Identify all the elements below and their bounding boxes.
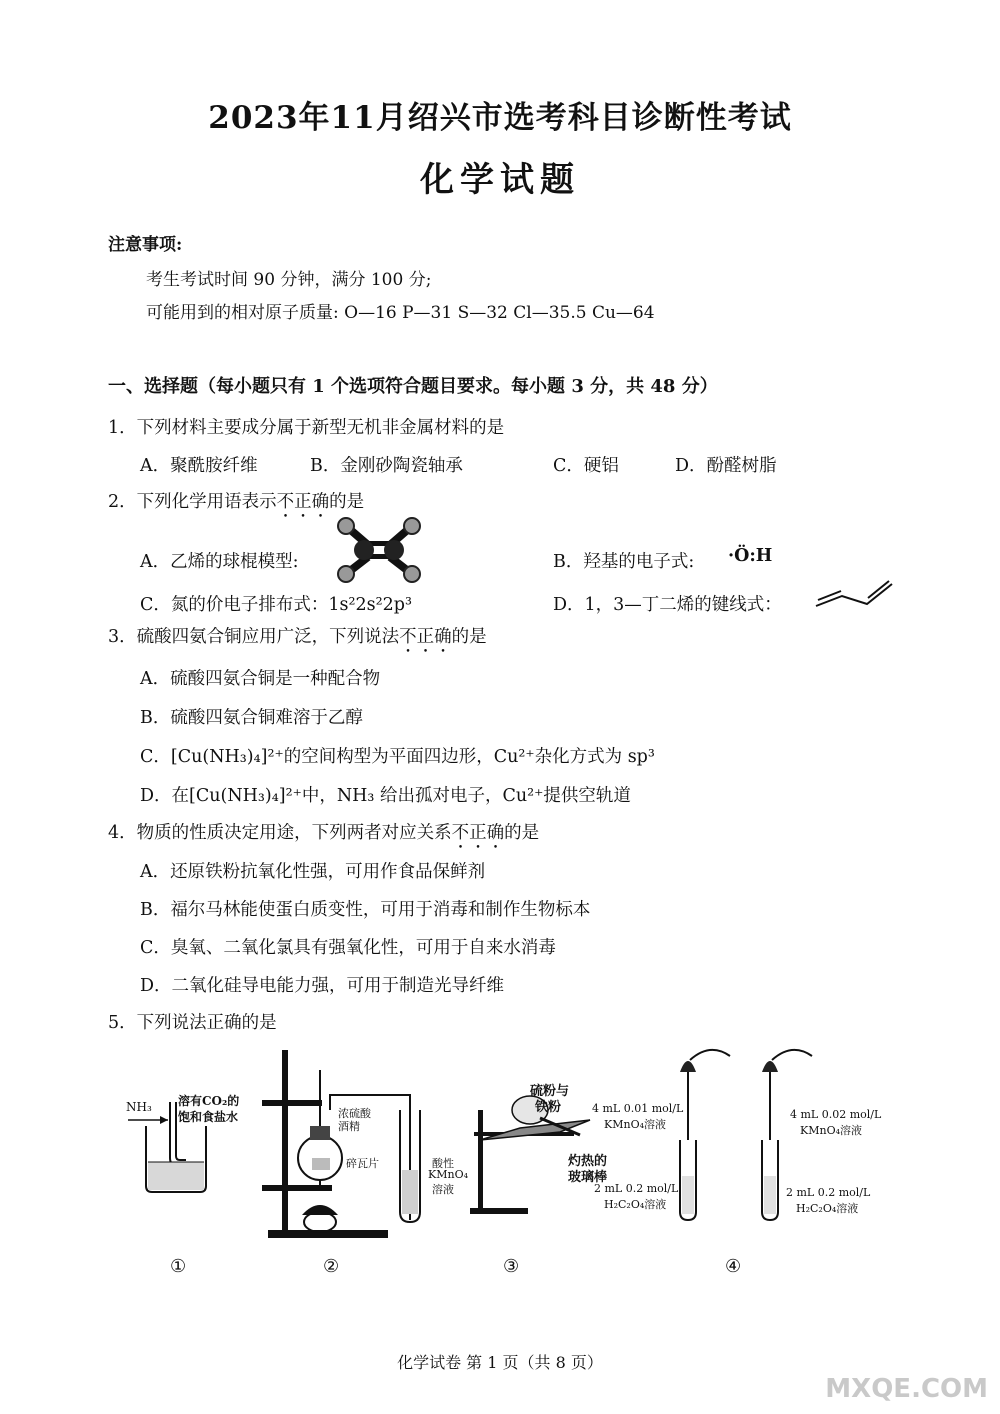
ethylene-ball-stick-model	[324, 515, 434, 585]
q4-option-b: B．福尔马林能使蛋白质变性，可用于消毒和制作生物标本	[140, 900, 591, 920]
question-4-stem: 4．物质的性质决定用途，下列两者对应关系不正确的是	[108, 823, 540, 843]
watermark-text: MXQE.COM	[825, 1374, 988, 1404]
question-3-stem: 3．硫酸四氨合铜应用广泛，下列说法不正确的是	[108, 627, 487, 647]
notice-heading: 注意事项:	[108, 235, 183, 255]
question-1-stem: 1．下列材料主要成分属于新型无机非金属材料的是	[108, 418, 505, 438]
section-heading-choice: 一、选择题（每小题只有 1 个选项符合题目要求。每小题 3 分，共 48 分）	[108, 376, 718, 397]
f3-label-iron: 铁粉	[535, 1100, 562, 1115]
f2-label-alcohol: 酒精	[338, 1120, 360, 1133]
q1-option-b: B．金刚砂陶瓷轴承	[310, 456, 463, 476]
apparatus-figure	[0, 1040, 1000, 1290]
f2-label-acidic: 酸性	[432, 1157, 454, 1170]
q3-option-a: A．硫酸四氨合铜是一种配合物	[140, 669, 381, 689]
page-footer: 化学试卷 第 1 页（共 8 页）	[397, 1353, 603, 1372]
figure-number-3: ③	[503, 1256, 520, 1277]
q3-option-b: B．硫酸四氨合铜难溶于乙醇	[140, 708, 363, 728]
q4-option-d: D．二氧化硅导电能力强，可用于制造光导纤维	[140, 976, 505, 996]
apparatus-4a-tube	[680, 1050, 730, 1220]
f4a-bottom-line2: H₂C₂O₄溶液	[604, 1198, 667, 1211]
q1-option-a: A．聚酰胺纤维	[140, 456, 258, 476]
nitrogen-config: 1s²2s²2p³	[328, 595, 413, 615]
question-5-stem: 5．下列说法正确的是	[108, 1013, 277, 1033]
f3-label-sulfur: 硫粉与	[530, 1084, 570, 1099]
f3-label-rod: 玻璃棒	[568, 1170, 608, 1185]
q4-option-c: C．臭氧、二氧化氯具有强氧化性，可用于自来水消毒	[140, 938, 556, 958]
figure-number-2: ②	[323, 1256, 340, 1277]
q1-option-d: D．酚醛树脂	[675, 456, 777, 476]
hydroxyl-electron-formula: ·Ö:H	[728, 546, 773, 566]
q2-option-d: D．1，3—丁二烯的键线式：	[553, 595, 782, 615]
f2-label-acid: 浓硫酸	[338, 1107, 371, 1120]
notice-line-time: 考生考试时间 90 分钟，满分 100 分;	[146, 270, 432, 290]
f3-label-hot: 灼热的	[568, 1154, 608, 1169]
emphasis-text: 不正确	[276, 492, 330, 512]
f4b-bottom-line2: H₂C₂O₄溶液	[796, 1202, 859, 1215]
f4a-top-line1: 4 mL 0.01 mol/L	[592, 1102, 684, 1115]
f1-gas-label: NH₃	[126, 1100, 152, 1114]
butadiene-skeletal-formula	[812, 578, 897, 610]
q2-option-c: C．氮的价电子排布式：1s²2s²2p³	[140, 595, 413, 615]
q2-option-b: B．羟基的电子式:	[553, 552, 695, 572]
f2-label-solution: 溶液	[432, 1183, 454, 1196]
f2-label-kmno4: KMnO₄	[428, 1168, 468, 1181]
question-2-stem: 2．下列化学用语表示不正确的是	[108, 492, 365, 512]
f2-label-tile: 碎瓦片	[346, 1157, 379, 1170]
emphasis-text: 不正确	[399, 627, 452, 647]
apparatus-2-flask-setup	[262, 1050, 420, 1238]
q3-option-c: C．[Cu(NH₃)₄]²⁺的空间构型为平面四边形，Cu²⁺杂化方式为 sp³	[140, 747, 655, 767]
f4b-top-line2: KMnO₄溶液	[800, 1124, 862, 1137]
subject-title: 化学试题	[420, 160, 580, 200]
f4b-bottom-line1: 2 mL 0.2 mol/L	[786, 1186, 871, 1199]
f1-label-line1: 溶有CO₂的	[178, 1094, 240, 1108]
q3-option-d: D．在[Cu(NH₃)₄]²⁺中，NH₃ 给出孤对电子，Cu²⁺提供空轨道	[140, 786, 631, 806]
emphasis-text: 不正确	[451, 823, 505, 843]
q4-option-a: A．还原铁粉抗氧化性强，可用作食品保鲜剂	[140, 862, 486, 882]
f4b-top-line1: 4 mL 0.02 mol/L	[790, 1108, 882, 1121]
notice-line-atomic-mass: 可能用到的相对原子质量: O—16 P—31 S—32 Cl—35.5 Cu—64	[146, 303, 655, 323]
figure-number-4: ④	[725, 1256, 742, 1277]
figure-number-1: ①	[170, 1256, 187, 1277]
q2-option-a: A．乙烯的球棍模型:	[140, 552, 299, 572]
f1-label-line2: 饱和食盐水	[178, 1110, 239, 1124]
f4a-top-line2: KMnO₄溶液	[604, 1118, 666, 1131]
exam-title: 2023年11月绍兴市选考科目诊断性考试	[208, 100, 792, 136]
q1-option-c: C．硬铝	[553, 456, 619, 476]
f4a-bottom-line1: 2 mL 0.2 mol/L	[594, 1182, 679, 1195]
